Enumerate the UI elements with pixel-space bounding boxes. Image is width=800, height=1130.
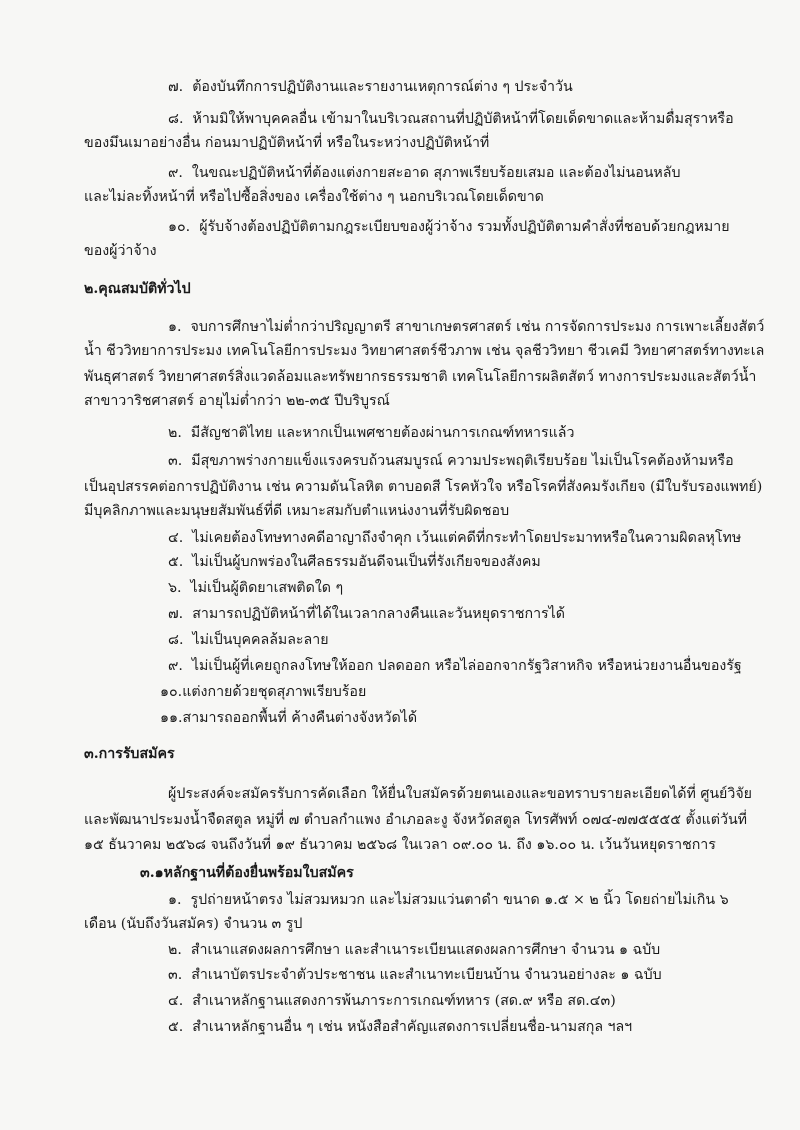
qualification-item-9: ๙. ไม่เป็นผู้ที่เคยถูกลงโทษให้ออก ปลดออก หรือไล่ออกจากรัฐวิสาหกิจ หรือหน่วยงานอื่นของรัฐ — [168, 658, 742, 674]
duty-item-9-cont: และไม่ละทิ้งหน้าที่ หรือไปซื้อสิ่งของ เครื่องใช้ต่าง ๆ นอกบริเวณโดยเด็ดขาด — [84, 189, 544, 205]
qualification-item-10: ๑๐.แต่งกายด้วยชุดสุภาพเรียบร้อย — [160, 684, 367, 700]
document-item-4: ๔. สำเนาหลักฐานแสดงการพ้นภาระการเกณฑ์ทหาร (สด.๙ หรือ สด.๔๓) — [168, 993, 616, 1009]
qualification-item-4: ๔. ไม่เคยต้องโทษทางคดีอาญาถึงจำคุก เว้นแต่คดีที่กระทำโดยประมาทหรือในความผิดลหุโทษ — [168, 530, 742, 546]
document-item-5: ๕. สำเนาหลักฐานอื่น ๆ เช่น หนังสือสำคัญแสดงการเปลี่ยนชื่อ-นามสกุล ฯลฯ — [168, 1019, 633, 1035]
qualification-item-8: ๘. ไม่เป็นบุคคลล้มละลาย — [168, 632, 329, 648]
qualification-item-11: ๑๑.สามารถออกพื้นที่ ค้างคืนต่างจังหวัดได้ — [160, 710, 418, 726]
application-heading: ๓.การรับสมัคร — [84, 746, 175, 762]
qualifications-heading: ๒.คุณสมบัติทั่วไป — [84, 281, 191, 297]
duty-item-10-cont: ของผู้ว่าจ้าง — [84, 243, 157, 259]
qualification-item-2: ๒. มีสัญชาติไทย และหากเป็นเพศชายต้องผ่านการเกณฑ์ทหารแล้ว — [168, 425, 575, 441]
document-item-1-line2: เดือน (นับถึงวันสมัคร) จำนวน ๓ รูป — [84, 916, 303, 932]
qualification-item-1-line4: สาขาวาริชศาสตร์ อายุไม่ต่ำกว่า ๒๒-๓๕ ปีบริบูรณ์ — [84, 393, 390, 409]
application-paragraph-line2: และพัฒนาประมงน้ำจืดสตูล หมู่ที่ ๗ ตำบลกำแพง อำเภอละงู จังหวัดสตูล โทรศัพท์ ๐๗๔-๗๗๕๕๕๕ ตั้งแต่วันที่ — [84, 812, 747, 828]
document-item-1: ๑. รูปถ่ายหน้าตรง ไม่สวมหมวก และไม่สวมแว่นตาดำ ขนาด ๑.๕ × ๒ นิ้ว โดยถ่ายไม่เกิน ๖ — [168, 892, 729, 908]
qualification-item-3-line3: มีบุคลิกภาพและมนุษยสัมพันธ์ที่ดี เหมาะสมกับตำแหน่งงานที่รับผิดชอบ — [84, 503, 510, 519]
duty-item-7: ๗. ต้องบันทึกการปฏิบัติงานและรายงานเหตุการณ์ต่าง ๆ ประจำวัน — [168, 79, 573, 95]
qualification-item-6: ๖. ไม่เป็นผู้ติดยาเสพติดใด ๆ — [168, 580, 344, 596]
duty-item-8-cont: ของมึนเมาอย่างอื่น ก่อนมาปฏิบัติหน้าที่ หรือในระหว่างปฏิบัติหน้าที่ — [84, 135, 490, 151]
qualification-item-1-line3: พันธุศาสตร์ วิทยาศาสตร์สิ่งแวดล้อมและทรัพยากรธรรมชาติ เทคโนโลยีการผลิตสัตว์ ทางการประมงและสัตว์น้ำ — [84, 369, 757, 385]
document-item-2: ๒. สำเนาแสดงผลการศึกษา และสำเนาระเบียนแสดงผลการศึกษา จำนวน ๑ ฉบับ — [168, 942, 661, 958]
qualification-item-3-line2: เป็นอุปสรรคต่อการปฏิบัติงาน เช่น ความดันโลหิต ตาบอดสี โรคหัวใจ หรือโรคที่สังคมรังเกียจ (มีใบรับรองแพทย์) — [84, 479, 763, 495]
qualification-item-1: ๑. จบการศึกษาไม่ต่ำกว่าปริญญาตรี สาขาเกษตรศาสตร์ เช่น การจัดการประมง การเพาะเลี้ยงสัตว์ — [168, 319, 765, 335]
qualification-item-7: ๗. สามารถปฏิบัติหน้าที่ได้ในเวลากลางคืนและวันหยุดราชการได้ — [168, 606, 566, 622]
application-paragraph-line3: ๑๕ ธันวาคม ๒๕๖๘ จนถึงวันที่ ๑๙ ธันวาคม ๒๕๖๘ ในเวลา ๐๙.๐๐ น. ถึง ๑๖.๐๐ น. เว้นวันหยุดราชการ — [84, 837, 716, 853]
application-paragraph-line1: ผู้ประสงค์จะสมัครรับการคัดเลือก ให้ยื่นใบสมัครด้วยตนเองและขอทราบรายละเอียดได้ที่ ศูนย์วิจัย — [168, 786, 752, 802]
qualification-item-5: ๕. ไม่เป็นผู้บกพร่องในศีลธรรมอันดีจนเป็นที่รังเกียจของสังคม — [168, 554, 541, 570]
duty-item-8: ๘. ห้ามมิให้พาบุคคลอื่น เข้ามาในบริเวณสถานที่ปฏิบัติหน้าที่โดยเด็ดขาดและห้ามดื่มสุราหรือ — [168, 111, 734, 127]
document-item-3: ๓. สำเนาบัตรประจำตัวประชาชน และสำเนาทะเบียนบ้าน จำนวนอย่างละ ๑ ฉบับ — [168, 967, 662, 983]
duty-item-10: ๑๐. ผู้รับจ้างต้องปฏิบัติตามกฎระเบียบของผู้ว่าจ้าง รวมทั้งปฏิบัติตามคำสั่งที่ชอบด้วยกฎหมาย — [168, 219, 730, 235]
required-documents-heading: ๓.๑หลักฐานที่ต้องยื่นพร้อมใบสมัคร — [140, 865, 354, 881]
qualification-item-3: ๓. มีสุขภาพร่างกายแข็งแรงครบถ้วนสมบูรณ์ ความประพฤติเรียบร้อย ไม่เป็นโรคต้องห้ามหรือ — [168, 453, 734, 469]
duty-item-9: ๙. ในขณะปฏิบัติหน้าที่ต้องแต่งกายสะอาด สุภาพเรียบร้อยเสมอ และต้องไม่นอนหลับ — [168, 165, 681, 181]
qualification-item-1-line2: น้ำ ชีววิทยาการประมง เทคโนโลยีการประมง วิทยาศาสตร์ชีวภาพ เช่น จุลชีววิทยา ชีวเคมี วิทยาศาสตร์ทางทะเล — [84, 343, 765, 359]
